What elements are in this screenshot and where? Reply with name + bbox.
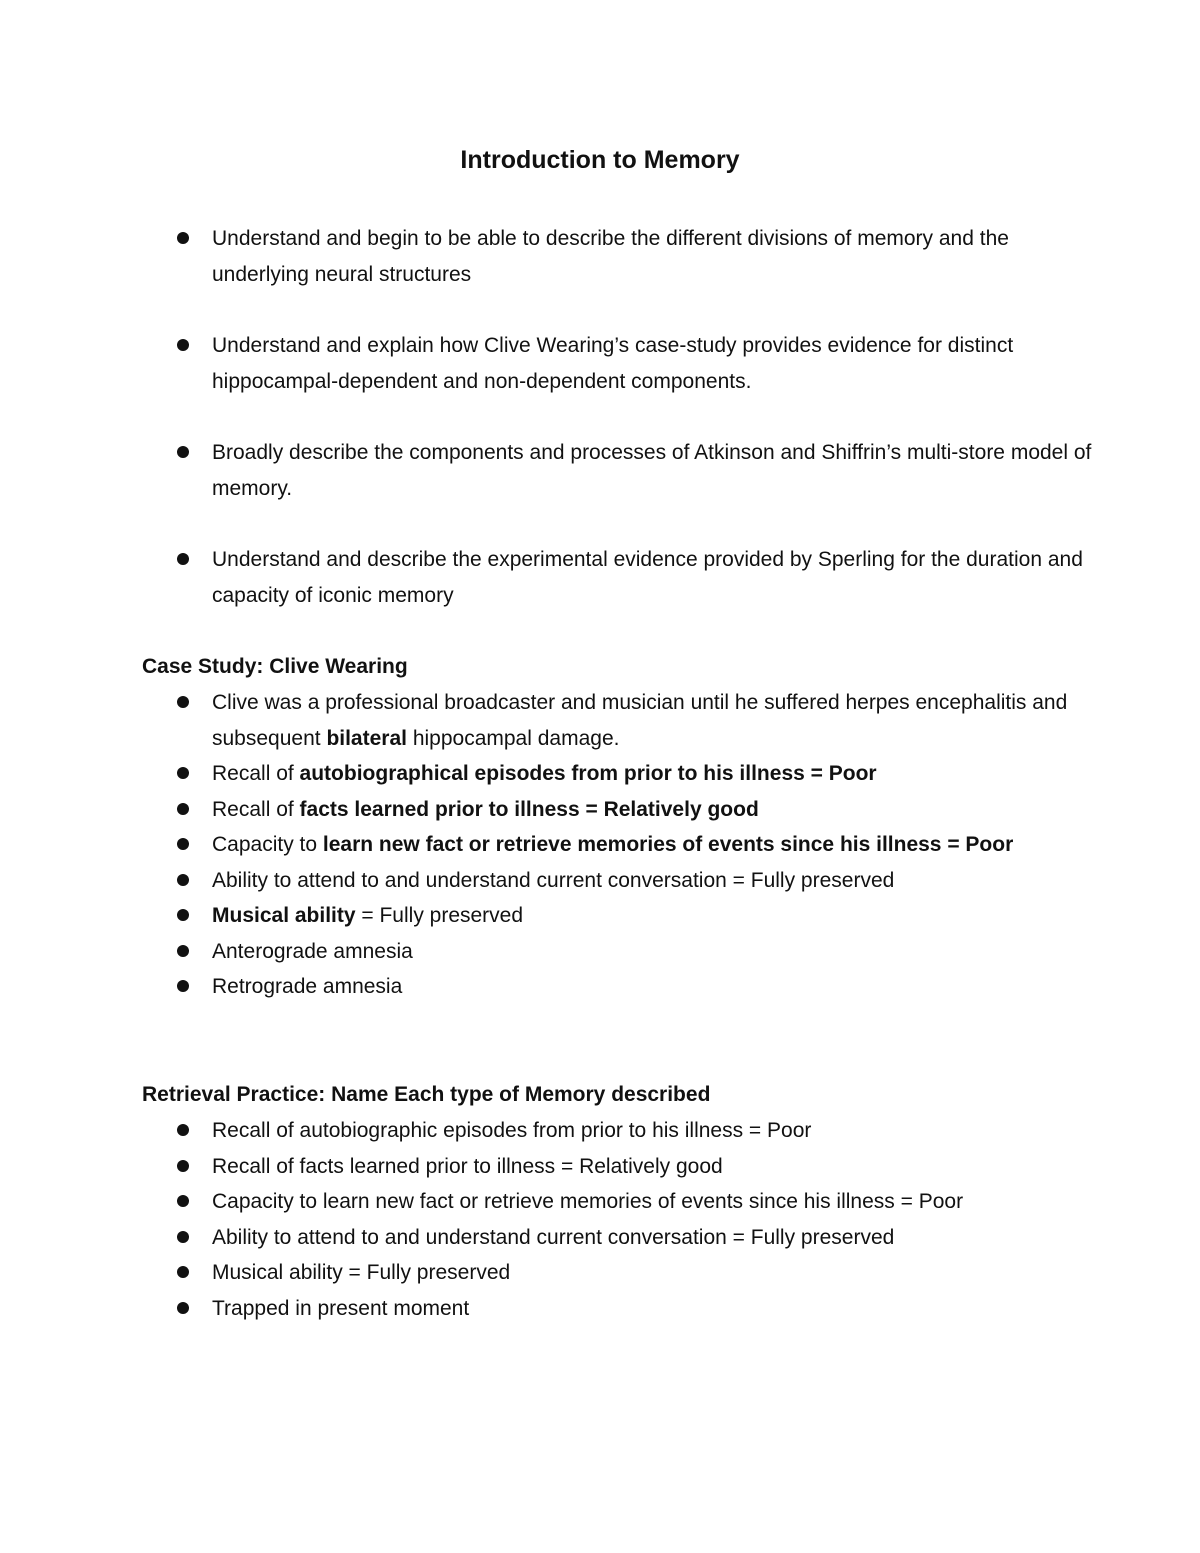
bullet-icon xyxy=(177,945,189,957)
list-item: Ability to attend to and understand current conversation = Fully preserved xyxy=(0,1220,1200,1256)
list-item: Retrograde amnesia xyxy=(0,969,1200,1005)
list-item: Recall of autobiographical episodes from prior to his illness = Poor xyxy=(0,756,1200,792)
case-study-list xyxy=(0,685,1200,1005)
retrieval-practice-list xyxy=(0,1113,1200,1326)
list-item: Musical ability = Fully preserved xyxy=(0,898,1200,934)
bullet-icon xyxy=(177,838,189,850)
bullet-icon xyxy=(177,696,189,708)
bullet-icon xyxy=(177,1195,189,1207)
bullet-icon xyxy=(177,553,189,565)
list-item: Understand and explain how Clive Wearing’s case-study provides evidence for distinct hippocampal-dependent and non-dependent components. xyxy=(0,328,1200,399)
list-item: Recall of autobiographic episodes from prior to his illness = Poor xyxy=(0,1113,1200,1149)
bullet-icon xyxy=(177,1124,189,1136)
bullet-icon xyxy=(177,232,189,244)
bullet-icon xyxy=(177,1266,189,1278)
bullet-icon xyxy=(177,1231,189,1243)
list-item: Understand and begin to be able to describe the different divisions of memory and the underlying neural structures xyxy=(0,221,1200,292)
list-item: Ability to attend to and understand current conversation = Fully preserved xyxy=(0,863,1200,899)
list-item: Capacity to learn new fact or retrieve memories of events since his illness = Poor xyxy=(0,827,1200,863)
list-item: Trapped in present moment xyxy=(0,1291,1200,1327)
bullet-icon xyxy=(177,339,189,351)
bullet-icon xyxy=(177,1160,189,1172)
list-item: Recall of facts learned prior to illness = Relatively good xyxy=(0,792,1200,828)
bullet-icon xyxy=(177,874,189,886)
bullet-icon xyxy=(177,803,189,815)
case-study-heading: Case Study: Clive Wearing xyxy=(142,655,408,678)
page-title: Introduction to Memory xyxy=(460,146,740,174)
bullet-icon xyxy=(177,909,189,921)
bullet-icon xyxy=(177,446,189,458)
objectives-list xyxy=(0,221,1200,649)
bullet-icon xyxy=(177,980,189,992)
list-item: Anterograde amnesia xyxy=(0,934,1200,970)
list-item: Broadly describe the components and processes of Atkinson and Shiffrin’s multi-store model of memory. xyxy=(0,435,1200,506)
list-item: Clive was a professional broadcaster and musician until he suffered herpes encephalitis and subsequent bilateral hippocampal damage. xyxy=(0,685,1200,756)
list-item: Capacity to learn new fact or retrieve memories of events since his illness = Poor xyxy=(0,1184,1200,1220)
bullet-icon xyxy=(177,1302,189,1314)
list-item: Understand and describe the experimental evidence provided by Sperling for the duration and capacity of iconic memory xyxy=(0,542,1200,613)
list-item: Recall of facts learned prior to illness = Relatively good xyxy=(0,1149,1200,1185)
retrieval-practice-heading: Retrieval Practice: Name Each type of Memory described xyxy=(142,1083,711,1106)
list-item: Musical ability = Fully preserved xyxy=(0,1255,1200,1291)
bullet-icon xyxy=(177,767,189,779)
